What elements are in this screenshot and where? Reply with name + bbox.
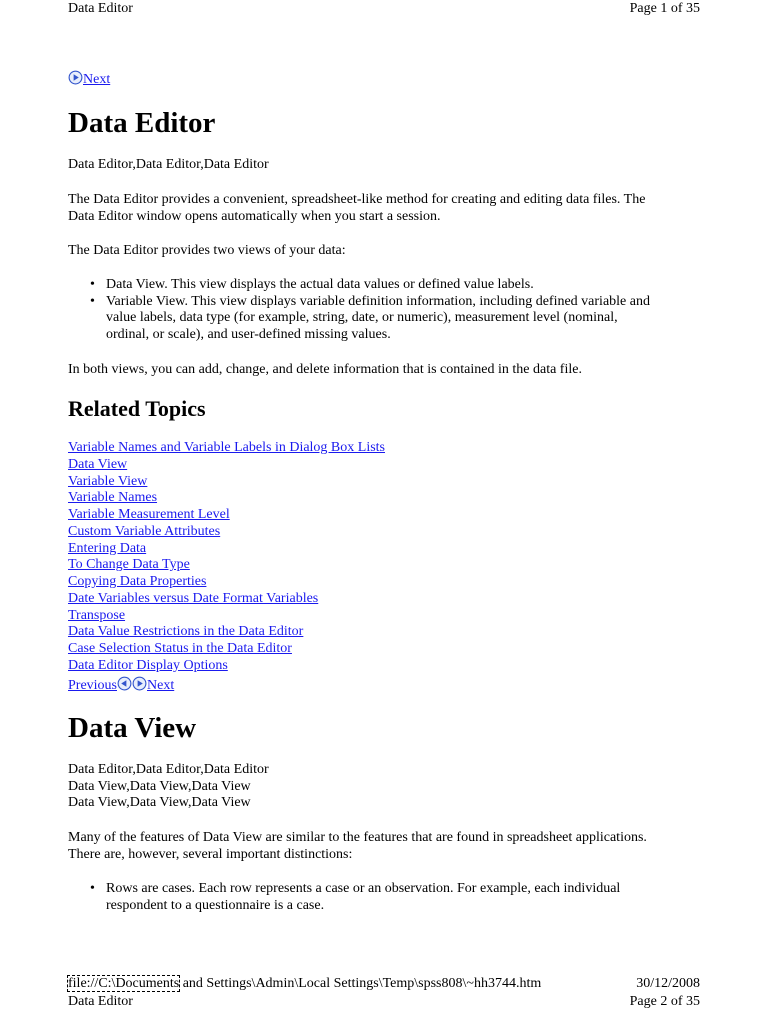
related-link-entering-data[interactable]: Entering Data [68,540,147,556]
related-links-list [68,440,568,675]
next-arrow-icon[interactable] [132,676,147,691]
list-item: • Rows are cases. Each row represents a case or an observation. For example, each individual respondent to a questionnaire is a case. [90,881,621,913]
intro-line-1: The Data Editor provides a convenient, spreadsheet-like method for creating and editing data files. The [68,192,646,207]
related-topics-heading: Related Topics [68,396,206,421]
views-paragraph: The Data Editor provides two views of your data: [68,243,346,258]
related-link-display-options[interactable]: Data Editor Display Options [68,657,228,673]
page2-header-number: Page 2 of 35 [629,994,700,1009]
previous-link[interactable]: Previous [68,678,117,693]
section-title: Data View [68,712,197,744]
index-line: Data Editor,Data Editor,Data Editor [68,157,269,172]
top-nav [68,70,110,89]
both-views-paragraph: In both views, you can add, change, and delete information that is contained in the data file. [68,362,582,377]
page-footer-date: 30/12/2008 [636,976,700,991]
related-link-case-selection[interactable]: Case Selection Status in the Data Editor [68,641,292,656]
related-link-variable-names[interactable]: Variable Names [68,490,158,506]
file-path-link[interactable]: file://C:\Documents [68,976,180,991]
next-link[interactable]: Next [147,678,175,693]
intro-paragraph [68,192,708,225]
related-link-custom-attributes[interactable]: Custom Variable Attributes [68,523,221,539]
related-link-copying-properties[interactable]: Copying Data Properties [68,574,207,589]
page-title: Data Editor [68,107,216,139]
next-link[interactable]: Next [83,72,111,87]
page-header-title: Data Editor [68,1,133,16]
intro-line-2: Data Editor window opens automatically when you start a session. [68,208,441,224]
page-footer-path: file://C:\Documents and Settings\Admin\Local Settings\Temp\spss808\~hh3744.htm [68,976,542,991]
related-link-value-restrictions[interactable]: Data Value Restrictions in the Data Editor [68,624,304,640]
related-link-data-view[interactable]: Data View [68,456,128,472]
related-link-change-data-type[interactable]: To Change Data Type [68,557,190,573]
distinctions-list [68,881,708,914]
list-item: • Data View. This view displays the actual data values or defined value labels. [90,277,534,292]
section-paragraph: Many of the features of Data View are similar to the features that are found in spreadsheet applications. There are, however, several important distinctions: [68,830,647,862]
page-header-number: Page 1 of 35 [629,1,700,16]
related-link-variable-names-labels[interactable]: Variable Names and Variable Labels in Dialog Box Lists [68,440,385,455]
list-item: • Variable View. This view displays variable definition information, including defined variable and value labels, data type (for example, string, date, or numeric), measurement level (nominal, ordinal, or scale), and user-defined missing values. [90,293,650,342]
previous-arrow-icon[interactable] [117,676,132,691]
page2-header-title: Data Editor [68,994,133,1009]
section-index-lines: Data Editor,Data Editor,Data Editor Data View,Data View,Data View Data View,Data View,Data View [68,762,269,810]
related-link-variable-view[interactable]: Variable View [68,473,148,489]
next-arrow-icon[interactable] [68,70,83,85]
views-list [68,277,708,343]
related-link-date-variables[interactable]: Date Variables versus Date Format Variables [68,590,319,606]
related-link-measurement-level[interactable]: Variable Measurement Level [68,507,230,522]
bottom-nav [68,676,174,695]
related-link-transpose[interactable]: Transpose [68,607,126,623]
